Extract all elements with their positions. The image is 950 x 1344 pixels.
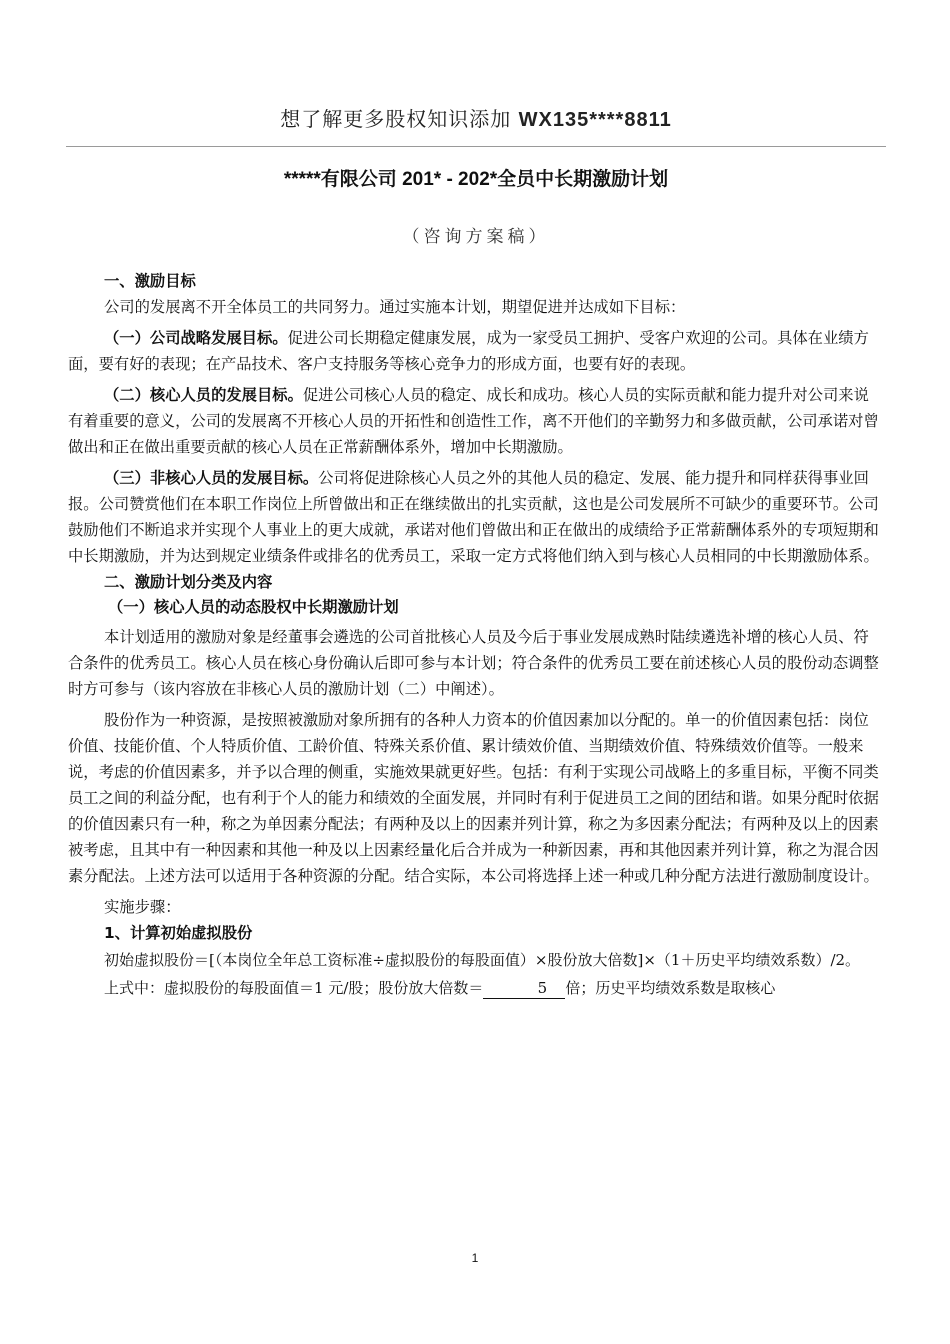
goal-2-paragraph [68,382,884,460]
multiplier-blank: 5 [483,978,565,999]
formula-paragraph: 初始虚拟股份＝[（本岗位全年总工资标准÷虚拟股份的每股面值）×股份放大倍数]×（1＋历史平均绩效系数）/2。 [104,951,861,969]
document-body [68,268,884,1002]
formula-note-suffix: 倍；历史平均绩效系数是取核心 [565,979,776,997]
section-heading-1: 一、激励目标 [104,272,196,290]
header-divider [66,146,886,147]
section-1-intro: 公司的发展离不开全体员工的共同努力。通过实施本计划，期望促进并达成如下目标： [104,298,686,316]
document-title: *****有限公司 201* - 202*全员中长期激励计划 [283,169,669,190]
formula-note [68,974,884,1002]
goal-3-text: 公司将促进除核心人员之外的其他人员的稳定、发展、能力提升和同样获得事业回报。公司赞赏他们在本职工作岗位上所曾做出和正在继续做出的扎实贡献，这也是公司发展所不可缺少的重要环节。公司鼓励他们不断追求并实现个人事业上的更大成就，承诺对他们曾做出和正在做出的成绩给予正常薪酬体系外的专项短期和中长期激励，并为达到规定业绩条件或排名的优秀员工，采取一定方式将他们纳入到与核心人员相同的中长期激励体系。 [68,469,879,565]
formula-note-prefix: 上式中：虚拟股份的每股面值＝1 元/股；股份放大倍数＝ [104,979,484,997]
core-plan-paragraph-2: 股份作为一种资源，是按照被激励对象所拥有的各种人力资本的价值因素加以分配的。单一的价值因素包括：岗位价值、技能价值、个人特质价值、工龄价值、特殊关系价值、累计绩效价值、当期绩效价值、特殊绩效价值等。一般来说，考虑的价值因素多，并予以合理的侧重，实施效果就更好些。包括：有利于实现公司战略上的多重目标，平衡不同类员工之间的利益分配，也有利于个人的能力和绩效的全面发展，并同时有利于促进员工之间的团结和谐。如果分配时依据的价值因素只有一种，称之为单因素分配法；有两种及以上的因素并列计算，称之为多因素分配法；有两种及以上的因素被考虑，且其中有一种因素和其他一种及以上因素经量化后合并成为一种新因素，再和其他因素并列计算，称之为混合因素分配法。上述方法可以适用于各种资源的分配。结合实际，本公司将选择上述一种或几种分配方法进行激励制度设计。 [68,711,879,885]
core-plan-paragraph-1: 本计划适用的激励对象是经董事会遴选的公司首批核心人员及今后于事业发展成熟时陆续遴选补增的核心人员、符合条件的优秀员工。核心人员在核心身份确认后即可参与本计划；符合条件的优秀员工要在前述核心人员的股份动态调整时方可参与（该内容放在非核心人员的激励计划（二）中阐述）。 [68,628,879,698]
step-1-heading: 1、计算初始虚拟股份 [104,924,253,942]
goal-3-lead: （三）非核心人员的发展目标。 [104,469,319,487]
goal-3-paragraph [68,465,884,569]
goal-2-text: 促进公司核心人员的稳定、成长和成功。核心人员的实际贡献和能力提升对公司来说有着重要的意义，公司的发展离不开核心人员的开拓性和创造性工作，离不开他们的辛勤努力和多做贡献，公司承诺对曾做出和正在做出重要贡献的核心人员在正常薪酬体系外，增加中长期激励。 [68,386,879,456]
goal-1-paragraph [68,325,884,377]
section-heading-2: 二、激励计划分类及内容 [104,573,273,591]
promo-header [66,103,886,132]
promo-contact-id: WX135****8811 [518,109,672,131]
document-subtitle: （咨询方案稿） [402,227,550,247]
steps-label: 实施步骤： [104,898,181,916]
goal-2-lead: （二）核心人员的发展目标。 [104,386,303,404]
goal-1-lead: （一）公司战略发展目标。 [104,329,288,347]
subsection-heading-2-1: （一）核心人员的动态股权中长期激励计划 [108,598,399,616]
promo-text: 想了解更多股权知识添加 [280,107,519,131]
goal-1-text: 促进公司长期稳定健康发展，成为一家受员工拥护、受客户欢迎的公司。具体在业绩方面，要有好的表现；在产品技术、客户支持服务等核心竞争力的形成方面，也要有好的表现。 [68,329,869,373]
page-number: 1 [471,1251,479,1265]
